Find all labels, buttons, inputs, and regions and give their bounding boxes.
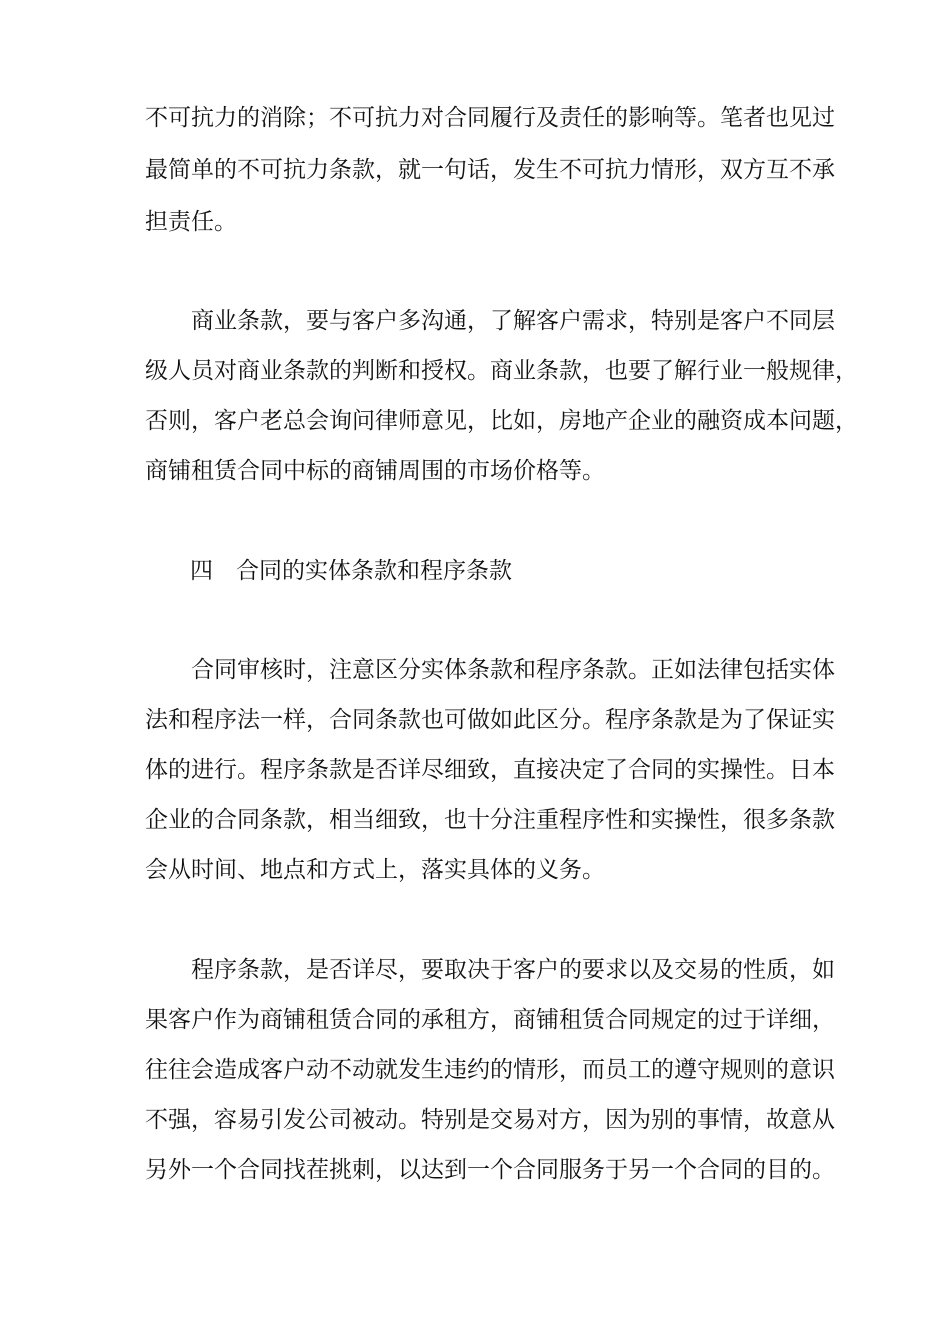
paragraph-4-line-4: 不强，容易引发公司被动。特别是交易对方，因为别的事情，故意从 [145,1107,835,1133]
paragraph-2-line-1: 商业条款，要与客户多沟通，了解客户需求，特别是客户不同层 [145,308,835,334]
paragraph-2-line-2: 级人员对商业条款的判断和授权。商业条款，也要了解行业一般规律， [145,358,858,384]
paragraph-3-line-2: 法和程序法一样，合同条款也可做如此区分。程序条款是为了保证实 [145,707,835,733]
paragraph-4-line-1: 程序条款，是否详尽，要取决于客户的要求以及交易的性质，如 [145,957,835,983]
paragraph-3-line-3: 体的进行。程序条款是否详尽细致，直接决定了合同的实操性。日本 [145,757,835,783]
paragraph-2-line-3: 否则，客户老总会询问律师意见，比如，房地产企业的融资成本问题， [145,408,858,434]
paragraph-4-line-5: 另外一个合同找茬挑刺，以达到一个合同服务于另一个合同的目的。 [145,1157,835,1183]
paragraph-1-line-2: 最简单的不可抗力条款，就一句话，发生不可抗力情形，双方互不承 [145,157,835,183]
paragraph-4-line-2: 果客户作为商铺租赁合同的承租方，商铺租赁合同规定的过于详细， [145,1007,835,1033]
paragraph-3-line-1: 合同审核时，注意区分实体条款和程序条款。正如法律包括实体 [145,657,835,683]
paragraph-1-line-1: 不可抗力的消除；不可抗力对合同履行及责任的影响等。笔者也见过 [145,105,835,131]
section-heading: 四 合同的实体条款和程序条款 [190,558,512,584]
paragraph-1-line-3: 担责任。 [145,209,237,235]
paragraph-2-line-4: 商铺租赁合同中标的商铺周围的市场价格等。 [145,458,605,484]
paragraph-3-line-4: 企业的合同条款，相当细致，也十分注重程序性和实操性，很多条款 [145,807,835,833]
paragraph-3-line-5: 会从时间、地点和方式上，落实具体的义务。 [145,857,605,883]
paragraph-4-line-3: 往往会造成客户动不动就发生违约的情形，而员工的遵守规则的意识 [145,1057,835,1083]
